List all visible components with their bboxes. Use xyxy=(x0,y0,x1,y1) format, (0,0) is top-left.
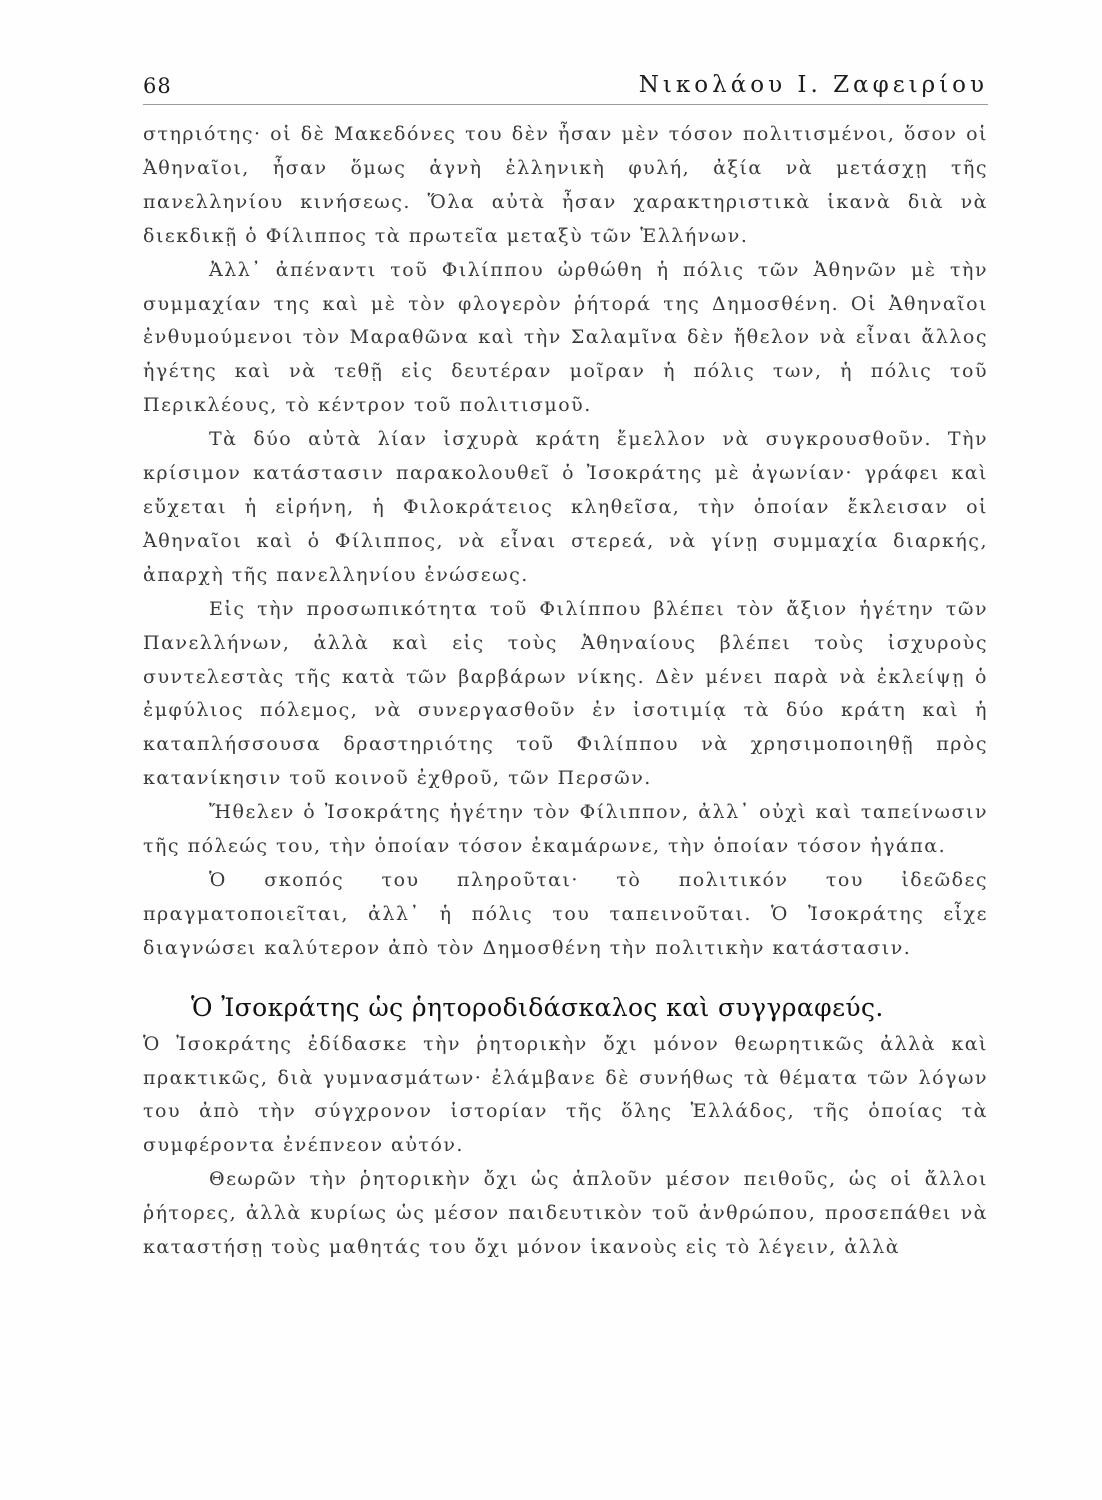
paragraph-1: στηριότης· οἱ δὲ Μακεδόνες του δὲν ἦσαν μὲν τόσον πολιτισμένοι, ὅσον οἱ Ἀθηναῖοι, ἦσαν ὅμως ἁγνὴ ἑλληνικὴ φυλή, ἀξία νὰ μετάσχῃ τῆς πανελληνίου κινήσεως. Ὅλα αὐτὰ ἦσαν χαρακτηριστικὰ ἱκανὰ διὰ νὰ διεκδικῇ ὁ Φίλιππος τὰ πρωτεῖα μεταξὺ τῶν Ἑλλήνων. xyxy=(143,123,988,247)
paragraph-4: Εἰς τὴν προσωπικότητα τοῦ Φιλίππου βλέπει τὸν ἄξιον ἡγέτην τῶν Πανελλήνων, ἀλλὰ καὶ εἰς τοὺς Ἀθηναίους βλέπει τοὺς ἰσχυροὺς συντελεστὰς τῆς κατὰ τῶν βαρβάρων νίκης. Δὲν μένει παρὰ νὰ ἐκλείψῃ ὁ ἐμφύλιος πόλεμος, νὰ συνεργασθοῦν ἐν ἰσοτιμίᾳ τὰ δύο κράτη καὶ ἡ καταπλήσσουσα δραστηριότης τοῦ Φιλίππου νὰ χρησιμοποιηθῇ πρὸς κατανίκησιν τοῦ κοινοῦ ἐχθροῦ, τῶν Περσῶν. xyxy=(143,597,988,790)
page-header xyxy=(143,70,988,106)
paragraph-6: Ὁ σκοπός του πληροῦται· τὸ πολιτικόν του ἰδεῶδες πραγματοποιεῖται, ἀλλ᾽ ἡ πόλις του ταπεινοῦται. Ὁ Ἰσοκράτης εἶχε διαγνώσει καλύτερον ἀπὸ τὸν Δημοσθένη τὴν πολιτικὴν κατάστασιν. xyxy=(143,868,988,959)
paragraph-3: Τὰ δύο αὐτὰ λίαν ἰσχυρὰ κράτη ἔμελλον νὰ συγκρουσθοῦν. Τὴν κρίσιμον κατάστασιν παρακολουθεῖ ὁ Ἰσοκράτης μὲ ἀγωνίαν· γράφει καὶ εὔχεται ἡ εἰρήνη, ἡ Φιλοκράτειος κληθεῖσα, τὴν ὁποίαν ἔκλεισαν οἱ Ἀθηναῖοι καὶ ὁ Φίλιππος, νὰ εἶναι στερεά, νὰ γίνῃ συμμαχία διαρκής, ἀπαρχὴ τῆς πανελληνίου ἑνώσεως. xyxy=(143,428,988,586)
page-number: 68 xyxy=(143,74,172,98)
paragraph-2: Ἀλλ᾽ ἀπέναντι τοῦ Φιλίππου ὠρθώθη ἡ πόλις τῶν Ἀθηνῶν μὲ τὴν συμμαχίαν της καὶ μὲ τὸν φλογερὸν ῥήτορά της Δημοσθένη. Οἱ Ἀθηναῖοι ἐνθυμούμενοι τὸν Μαραθῶνα καὶ τὴν Σαλαμῖνα δὲν ἤθελον νὰ εἶναι ἄλλος ἡγέτης καὶ νὰ τεθῇ εἰς δευτέραν μοῖραν ἡ πόλις των, ἡ πόλις τοῦ Περικλέους, τὸ κέντρον τοῦ πολιτισμοῦ. xyxy=(143,258,988,417)
page-body xyxy=(143,118,988,1265)
section-paragraph-1: Ὁ Ἰσοκράτης ἐδίδασκε τὴν ῥητορικὴν ὄχι μόνον θεωρητικῶς ἀλλὰ καὶ πρακτικῶς, διὰ γυμνασμάτων· ἐλάμβανε δὲ συνήθως τὰ θέματα τῶν λόγων του ἀπὸ τὴν σύγχρονον ἱστορίαν τῆς ὅλης Ἑλλάδος, τῆς ὁποίας τὰ συμφέροντα ἐνέπνεον αὐτόν. xyxy=(143,1032,988,1157)
header-rule xyxy=(143,104,988,105)
running-head: Νικολάου Ι. Ζαφειρίου xyxy=(638,72,988,98)
paragraph-5: Ἤθελεν ὁ Ἰσοκράτης ἡγέτην τὸν Φίλιππον, ἀλλ᾽ οὐχὶ καὶ ταπείνωσιν τῆς πόλεώς του, τὴν ὁποίαν τόσον ἐκαμάρωνε, τὴν ὁποίαν τόσον ἠγάπα. xyxy=(143,801,988,858)
section-heading: Ὁ Ἰσοκράτης ὡς ῥητοροδιδάσκαλος καὶ συγγραφεύς. xyxy=(191,992,884,1022)
section-paragraph-2: Θεωρῶν τὴν ῥητορικὴν ὄχι ὡς ἁπλοῦν μέσον πειθοῦς, ὡς οἱ ἄλλοι ῥήτορες, ἀλλὰ κυρίως ὡς μέσον παιδευτικὸν τοῦ ἀνθρώπου, προσεπάθει νὰ καταστήσῃ τοὺς μαθητάς του ὄχι μόνον ἱκανοὺς εἰς τὸ λέγειν, ἀλλὰ xyxy=(143,1168,988,1259)
